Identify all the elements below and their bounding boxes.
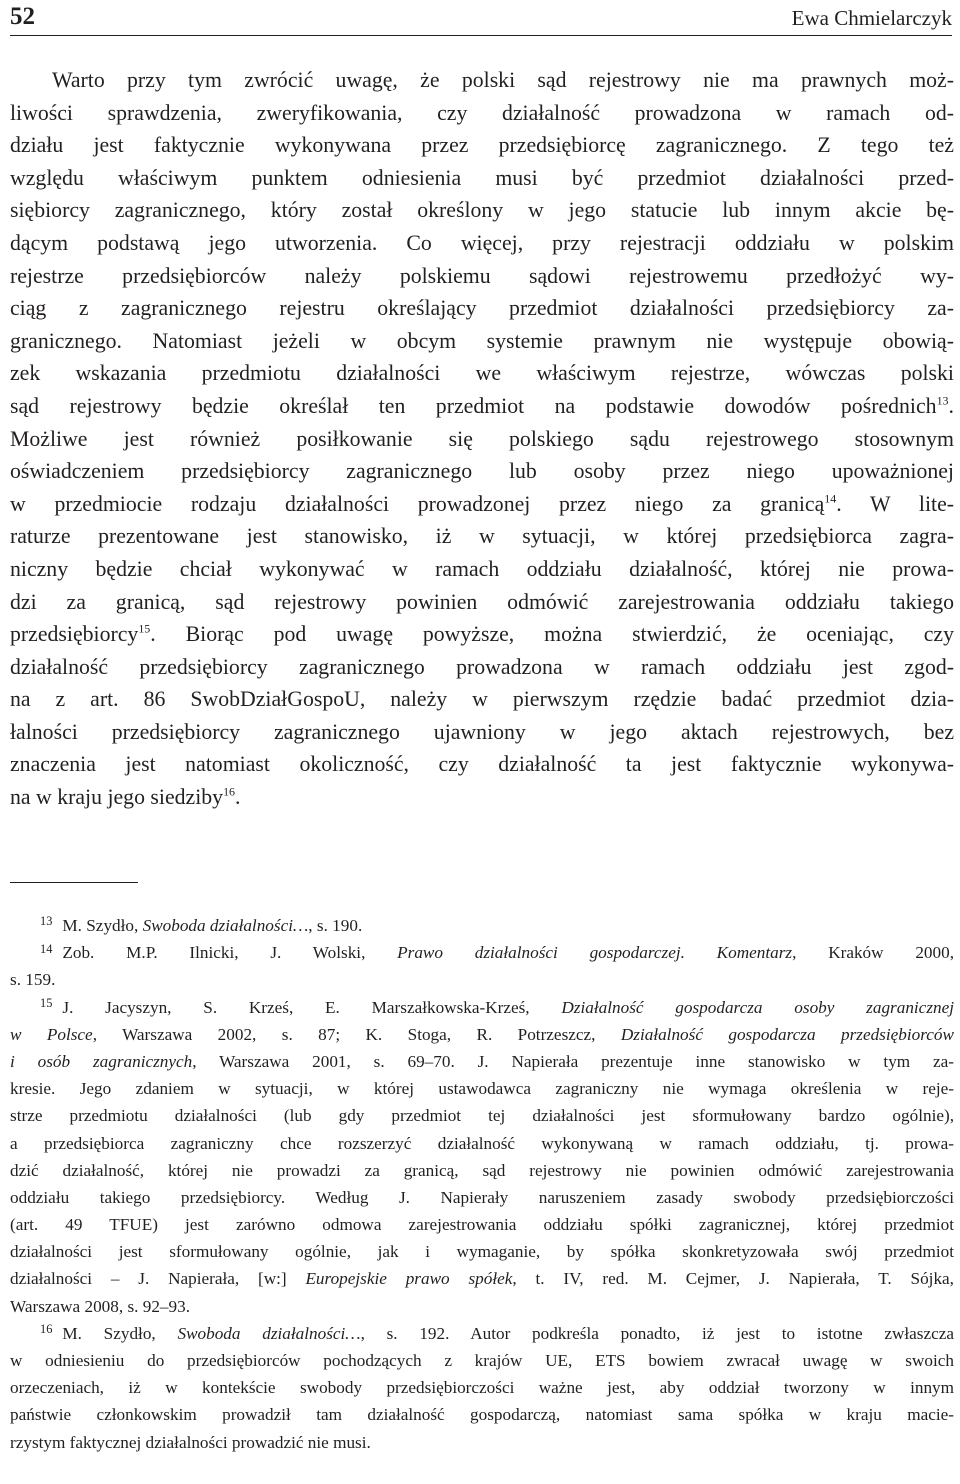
body-line: względu właściwym punktem odniesienia musi być przedmiot działalności przed- bbox=[10, 165, 954, 190]
footnote-text: M. Szydło, bbox=[62, 1323, 178, 1343]
footnotes bbox=[10, 912, 954, 1456]
footnote-16 bbox=[10, 1320, 954, 1347]
running-header bbox=[10, 0, 952, 36]
footnote-number: 16 bbox=[40, 1322, 53, 1337]
footnote-line bbox=[10, 1048, 954, 1075]
body-line bbox=[10, 488, 954, 521]
body-line bbox=[10, 618, 954, 651]
footnote-number: 14 bbox=[40, 941, 53, 956]
body-line: Możliwe jest również posiłkowanie się polskiego sądu rejestrowego stosownym bbox=[10, 426, 954, 451]
body-line: oświadczeniem przedsiębiorcy zagranicznego lub osoby przez niego upoważnionej bbox=[10, 459, 954, 484]
footnote-14 bbox=[10, 939, 954, 966]
footnote-ref-13[interactable]: 13 bbox=[936, 393, 949, 408]
body-line: ciąg z zagranicznego rejestru określający przedmiot działalności przedsiębiorcy za- bbox=[10, 296, 954, 321]
body-line: Warto przy tym zwrócić uwagę, że polski sąd rejestrowy nie ma prawnych moż- bbox=[52, 68, 954, 92]
body-line: zek wskazania przedmiotu działalności we właściwym rejestrze, wówczas polski bbox=[10, 361, 954, 386]
body-text-segment: sąd rejestrowy będzie określał ten przedmiot na podstawie dowodów pośrednich bbox=[10, 393, 937, 418]
footnote-line: rzystym faktycznej działalności prowadzić nie musi. bbox=[10, 1432, 371, 1452]
footnote-line: s. 159. bbox=[10, 970, 56, 990]
body-line: raturze prezentowane jest stanowisko, iż w sytuacji, w której przedsiębiorca zagra- bbox=[10, 524, 954, 549]
body-line: dzi za granicą, sąd rejestrowy powinien odmówić zarejestrowania oddziału takiego bbox=[10, 589, 954, 614]
footnote-number: 15 bbox=[40, 996, 53, 1010]
body-text-segment: przedsiębiorcy bbox=[10, 622, 139, 647]
footnote-title: Swoboda działalności… bbox=[177, 1323, 361, 1343]
main-paragraph bbox=[10, 64, 954, 814]
footnote-text: , s. 192. Autor podkreśla ponadto, iż jest to istotne zwłaszcza bbox=[360, 1323, 955, 1343]
footnote-line bbox=[10, 1021, 954, 1048]
body-line: siębiorcy zagranicznego, który został określony w jego statucie lub innym akcie bę- bbox=[10, 198, 954, 223]
body-text-segment: . Biorąc pod uwagę powyższe, można stwierdzić, że oceniając, czy bbox=[150, 622, 954, 647]
footnote-line: orzeczeniach, iż w kontekście swobody przedsiębiorczości ważne jest, aby oddział tworzony w innym bbox=[10, 1378, 954, 1398]
body-line bbox=[10, 390, 954, 423]
footnote-ref-15[interactable]: 15 bbox=[138, 621, 151, 636]
footnote-line: Warszawa 2008, s. 92–93. bbox=[10, 1296, 190, 1316]
page-number: 52 bbox=[10, 3, 35, 30]
footnote-15 bbox=[10, 994, 954, 1021]
footnote-text: M. Szydło, bbox=[62, 916, 143, 935]
body-text-segment: w przedmiocie rodzaju działalności prowadzonej przez niego za granicą bbox=[10, 491, 825, 516]
footnote-line: oddziału takiego przedsiębiorcy. Według J. Napierały naruszeniem zasady swobody przedsiębiorczości bbox=[10, 1187, 954, 1207]
body-text-segment: . bbox=[948, 393, 954, 418]
footnote-line: w odniesieniu do przedsiębiorców pochodzących z krajów UE, ETS bowiem zwracał uwagę w swoich bbox=[10, 1351, 954, 1370]
footnote-text: Zob. M.P. Ilnicki, J. Wolski, bbox=[62, 943, 398, 963]
footnote-text: , Warszawa 2001, s. 69–70. J. Napierała prezentuje inne stanowisko w tym za- bbox=[192, 1051, 954, 1071]
footnote-title: w Polsce bbox=[10, 1024, 93, 1044]
footnote-line: (art. 49 TFUE) jest zarówno odmowa zarejestrowania oddziału spółki zagranicznej, której przedmiot bbox=[10, 1215, 954, 1235]
footnote-title: Europejskie prawo spółek bbox=[305, 1269, 513, 1289]
footnote-line: dzić działalność, której nie prowadzi za granicą, sąd rejestrowy nie powinien odmówić zarejestrowania bbox=[10, 1160, 954, 1180]
footnote-title: Działalność gospodarcza osoby zagranicznej bbox=[561, 997, 955, 1017]
footnote-text: J. Jacyszyn, S. Krześ, E. Marszałkowska-Krześ, bbox=[62, 997, 562, 1017]
body-line: rejestrze przedsiębiorców należy polskiemu sądowi rejestrowemu przedłożyć wy- bbox=[10, 263, 954, 288]
body-text-segment: . bbox=[235, 785, 241, 810]
footnote-text: , t. IV, red. M. Cejmer, J. Napierała, T. Sójka, bbox=[512, 1269, 954, 1289]
footnote-number: 13 bbox=[40, 914, 53, 929]
footnote-ref-16[interactable]: 16 bbox=[223, 784, 236, 799]
footnote-line: kresie. Jego zdaniem w sytuacji, w której ustawodawca zagraniczny nie wymaga określenia w reje- bbox=[10, 1079, 954, 1099]
author-running-head: Ewa Chmielarczyk bbox=[791, 6, 952, 30]
body-line: granicznego. Natomiast jeżeli w obcym systemie prawnym nie występuje obowią- bbox=[10, 328, 954, 353]
footnote-title: Swoboda działalności… bbox=[142, 916, 309, 935]
body-line: niczny będzie chciał wykonywać w ramach oddziału działalność, której nie prowa- bbox=[10, 556, 954, 581]
footnote-line: działalności jest sformułowany ogólnie, jak i wymaganie, by spółka skonkretyzowała swój przedmiot bbox=[10, 1242, 954, 1262]
footnote-separator bbox=[10, 882, 138, 883]
footnote-text: , Warszawa 2002, s. 87; K. Stoga, R. Potrzeszcz, bbox=[92, 1024, 621, 1044]
footnote-title: Prawo działalności gospodarczej. Komentarz bbox=[397, 943, 793, 963]
body-line: łalności przedsiębiorcy zagranicznego ujawniony w jego aktach rejestrowych, bez bbox=[10, 719, 954, 744]
footnote-title: i osób zagranicznych bbox=[10, 1051, 193, 1071]
footnote-text: , s. 190. bbox=[308, 916, 363, 935]
body-line: działu jest faktycznie wykonywana przez przedsiębiorcę zagranicznego. Z tego też bbox=[10, 133, 954, 158]
footnote-line: a przedsiębiorca zagraniczny chce rozszerzyć działalność wykonywaną w ramach oddziału, tj. prowa- bbox=[10, 1133, 954, 1153]
footnote-text: , Kraków 2000, bbox=[792, 943, 954, 963]
footnote-line bbox=[10, 1265, 954, 1292]
body-line: liwości sprawdzenia, zweryfikowania, czy działalność prowadzona w ramach od- bbox=[10, 100, 954, 125]
body-line bbox=[10, 781, 954, 814]
body-line: dącym podstawą jego utworzenia. Co więcej, przy rejestracji oddziału w polskim bbox=[10, 230, 954, 255]
body-line: znaczenia jest natomiast okoliczność, czy działalność ta jest faktycznie wykonywa- bbox=[10, 752, 954, 777]
footnote-ref-14[interactable]: 14 bbox=[824, 491, 837, 506]
footnote-line: strze przedmiotu działalności (lub gdy przedmiot tej działalności jest sformułowany bardzo ogólnie), bbox=[10, 1106, 954, 1126]
footnote-text: działalności – J. Napierała, [w:] bbox=[10, 1269, 306, 1289]
body-line: działalność przedsiębiorcy zagranicznego prowadzona w ramach oddziału jest zgod- bbox=[10, 654, 954, 679]
body-line: na z art. 86 SwobDziałGospoU, należy w pierwszym rzędzie badać przedmiot dzia- bbox=[10, 687, 954, 712]
footnote-13 bbox=[10, 912, 954, 939]
footnote-title: Działalność gospodarcza przedsiębiorców bbox=[620, 1024, 954, 1044]
body-text-segment: . W lite- bbox=[836, 491, 955, 516]
body-text-segment: na w kraju jego siedziby bbox=[10, 785, 224, 810]
footnote-line: państwie członkowskim prowadził tam działalność gospodarczą, natomiast sama spółka w kraju macie- bbox=[10, 1405, 954, 1425]
